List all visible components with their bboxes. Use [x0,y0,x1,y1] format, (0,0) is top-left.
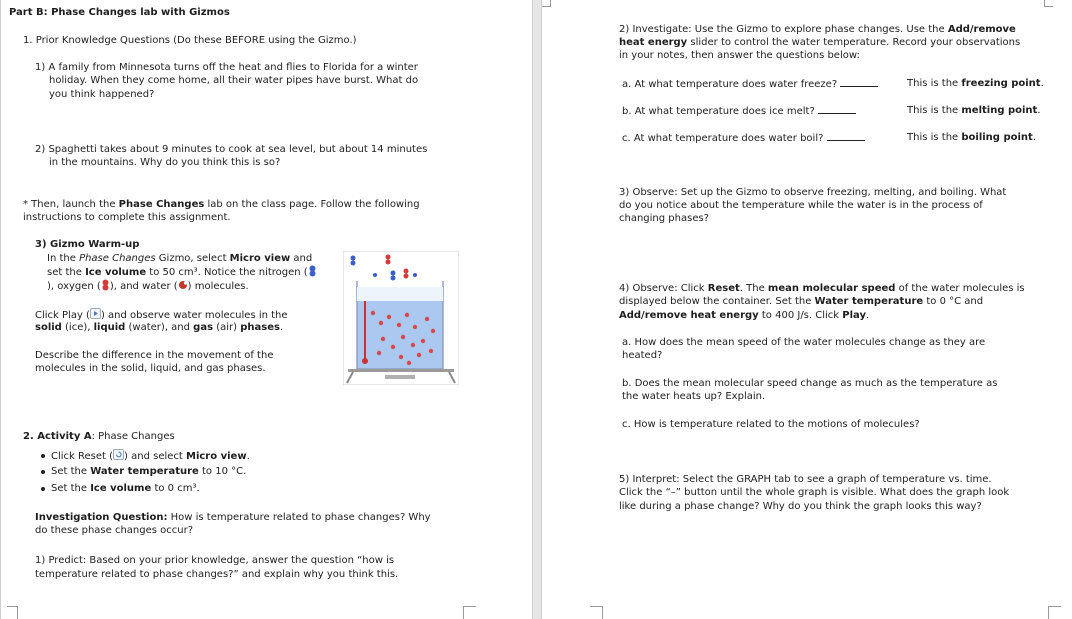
left-page [0,0,533,619]
water-molecule-icon [178,280,188,290]
investigate-line1: 2) Investigate: Use the Gizmo to explore phase changes. Use the Add/remove [619,24,1016,35]
investigation-question-line2: do these phase changes occur? [35,525,194,536]
predict-line2: temperature related to phase changes?” and explain why you think this. [35,569,399,580]
bullet-dot [41,454,45,458]
reset-icon [113,449,124,460]
launch-line1: * Then, launch the Phase Changes lab on the class page. Follow the following [23,199,420,210]
bullet-dot [41,470,45,474]
investigation-question-line1: Investigation Question: How is temperature related to phase changes? Why [35,512,431,523]
margin-corner-mark [590,606,603,619]
warmup-heading: 3) Gizmo Warm-up [35,239,140,250]
investigate-line2: heat energy slider to control the water temperature. Record your observations [619,37,1021,48]
question-4a-line2: heated? [622,350,663,361]
interpret5-line3: like during a phase change? Why do you think the graph looks this way? [619,501,982,512]
question-a: a. At what temperature does water freeze? [622,77,878,91]
bullet-reset: Click Reset ( ) and select Micro view. [51,451,250,462]
play-line1: Click Play ( ) and observe water molecules in the [35,310,288,321]
q2-line1: 2) Spaghetti takes about 9 minutes to cook at sea level, but about 14 minutes [35,144,428,155]
observe3-line2: do you notice about the temperature while the water is in the process of [619,200,983,211]
answer-blank[interactable] [818,104,856,114]
answer-blank[interactable] [827,131,865,141]
bullet-ice-volume: Set the Ice volume to 0 cm³. [51,483,200,494]
warmup-line2: set the Ice volume to 50 cm³. Notice the nitrogen ( [47,265,317,279]
warmup-line3: ), oxygen ( ), and water ( ) molecules. [47,281,249,292]
question-4b-line2: the water heats up? Explain. [622,391,766,402]
question-4b-line1: b. Does the mean molecular speed change as much as the temperature as [622,378,998,389]
question-4a-line1: a. How does the mean speed of the water molecules change as they are [622,337,986,348]
melting-point-note: This is the melting point. [907,105,1041,116]
observe4-line2: displayed below the container. Set the Water temperature to 0 °C and [619,296,984,307]
gizmo-beaker-image [343,251,459,385]
bullet-water-temp: Set the Water temperature to 10 °C. [51,466,247,477]
oxygen-molecule-icon [101,279,110,291]
prior-knowledge-heading: 1. Prior Knowledge Questions (Do these BEFORE using the Gizmo.) [23,35,357,46]
predict-line1: 1) Predict: Based on your prior knowledge, answer the question “how is [35,555,395,566]
answer-blank[interactable] [840,77,878,87]
launch-line2: instructions to complete this assignment. [23,212,231,223]
margin-corner-mark [1048,606,1061,619]
play-icon [90,308,101,319]
play-line2: solid (ice), liquid (water), and gas (air) phases. [35,322,284,333]
describe-line1: Describe the difference in the movement of the [35,350,274,361]
q1-line1: 1) A family from Minnesota turns off the heat and flies to Florida for a winter [35,62,418,73]
right-page [541,0,1072,619]
question-4c: c. How is temperature related to the motions of molecules? [622,419,920,430]
worksheet-title: Part B: Phase Changes lab with Gizmos [9,7,230,18]
activity-a-heading: 2. Activity A: Phase Changes [23,431,175,442]
margin-corner-mark [542,0,551,7]
nitrogen-molecule-icon [308,265,317,277]
interpret5-line1: 5) Interpret: Select the GRAPH tab to see a graph of temperature vs. time. [619,474,992,485]
warmup-line1: In the Phase Changes Gizmo, select Micro view and [47,253,313,264]
interpret5-line2: Click the “–” button until the whole graph is visible. What does the graph look [619,487,1010,498]
observe3-line1: 3) Observe: Set up the Gizmo to observe freezing, melting, and boiling. What [619,187,1007,198]
boiling-point-note: This is the boiling point. [907,132,1036,143]
bullet-dot [41,487,45,491]
describe-line2: molecules in the solid, liquid, and gas phases. [35,363,266,374]
question-b: b. At what temperature does ice melt? [622,104,856,118]
observe4-line3: Add/remove heat energy to 400 J/s. Click Play. [619,310,870,321]
observe4-line1: 4) Observe: Click Reset. The mean molecular speed of the water molecules is [619,283,1025,294]
margin-corner-mark [7,606,18,619]
margin-corner-mark [463,606,476,619]
q2-line2: in the mountains. Why do you think this is so? [49,157,281,168]
investigate-line3: in your notes, then answer the questions below: [619,50,860,61]
observe3-line3: changing phases? [619,213,709,224]
freezing-point-note: This is the freezing point. [907,78,1044,89]
q1-line3: you think happened? [49,89,155,100]
q1-line2: holiday. When they come home, all their water pipes have burst. What do [49,75,419,86]
margin-corner-mark [1044,0,1053,7]
question-c: c. At what temperature does water boil? [622,131,865,145]
